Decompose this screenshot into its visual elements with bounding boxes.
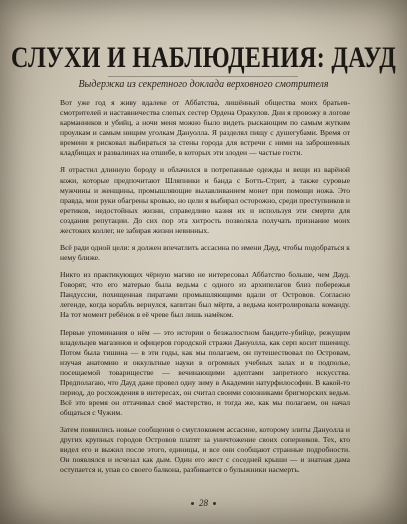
paragraph: Затем появились новые сообщения о смуглокожем ассасине, которому элиты Дануолла и других крупных городов Островов платят за уничтожение своих соперников. Тех, кто видел его и выжил после этого, единицы, и все они сообщают странные подробности. Он появлялся и исчезал как дым. Один его жест с соседней крыши — и знатная дама оступается и, упав со своего балкона, разбивается о булыжники насмерть. <box>60 425 350 475</box>
paragraph: Никто из практикующих чёрную магию не интересовал Аббатство больше, чем Дауд. Говорят, что его матерью была ведьма с одного из архипелагов близ побережья Пандуссии, похищенная пиратами промышляющими вдали от Островов. Согласно легенде, когда корабль вернулся, капитан был мёртв, а ведьма контролировала команду. На тот момент ребёнок в её чреве был лишь намёком. <box>60 270 350 320</box>
title-underline <box>108 76 298 77</box>
paragraph: Я отрастил длинную бороду и облачился в потрепанные одежды и вещи из варёной кожи, которые предпочитают Шляпники и банда с Ботть-Стрит, а также суровые мужчины и женщины, промышляющие вылавливанием монет при помощи ножа. Это правда, мои руки обагрены кровью, но цели я выбирал осторожно, среди преступников и еретиков, недостойных жизни, справедливо казня их и используя эти смерти для создания репутации. До сих пор эта хитрость позволяла получать признание моих жестоких коллег, не забирая жизни невинных. <box>60 165 350 235</box>
paragraph: Всё ради одной цели: я должен впечатлить ассасина по имени Дауд, чтобы подобраться к нему ближе. <box>60 242 350 263</box>
body-text <box>60 98 350 476</box>
bullet-ornament-left <box>191 502 194 505</box>
page-number <box>0 498 407 508</box>
page-title: СЛУХИ И НАБЛЮДЕНИЯ: ДАУД <box>10 42 397 75</box>
bullet-ornament-right <box>213 502 216 505</box>
page-number-value: 28 <box>199 498 208 508</box>
page-subtitle: Выдержка из секретного доклада верховного смотрителя <box>78 79 329 90</box>
paragraph: Первые упоминания о нём — это истории о безжалостном бандите-убийце, режущим владельцев магазинов и офицеров городской стражи Дануолла, как серп косит пшеницу. Потом была тишина — в эти годы, как мы полагаем, он путешествовал по Островам, изучая анатомию и оккультные науки в огромных учебных залах и в подполье, посещаемой товариществе — вечинающими адептами запретного искусства. Предполагаю, что Дауд даже провел одну зиму в Академии натурфилософии. В какой-то период, до росхождения в интересах, он считал своими союзниками бригморских ведьм. Всё это время он оттачивал своё мастерство, и тогда же, как мы полагаем, он начал общаться с Чужим. <box>60 327 350 418</box>
paragraph: Вот уже год я живу вдалеке от Аббатства, лишённый общества моих братьев-смотрителей и наставничества слепых сестер Ордена Оракулов. Дни я провожу в логове карманников и убийц, а ночи меня можно было видеть рыскающим по самым жутким проулкам и самым нищим уголкам Дануолла. Я разделял пищу с душегубами. Время от времени я рисковал выбираться за стены города для встречи с ними на заброшенных кладбищах и развалинах на отшибе, в которых эти злодеи — частые гости. <box>60 98 350 158</box>
